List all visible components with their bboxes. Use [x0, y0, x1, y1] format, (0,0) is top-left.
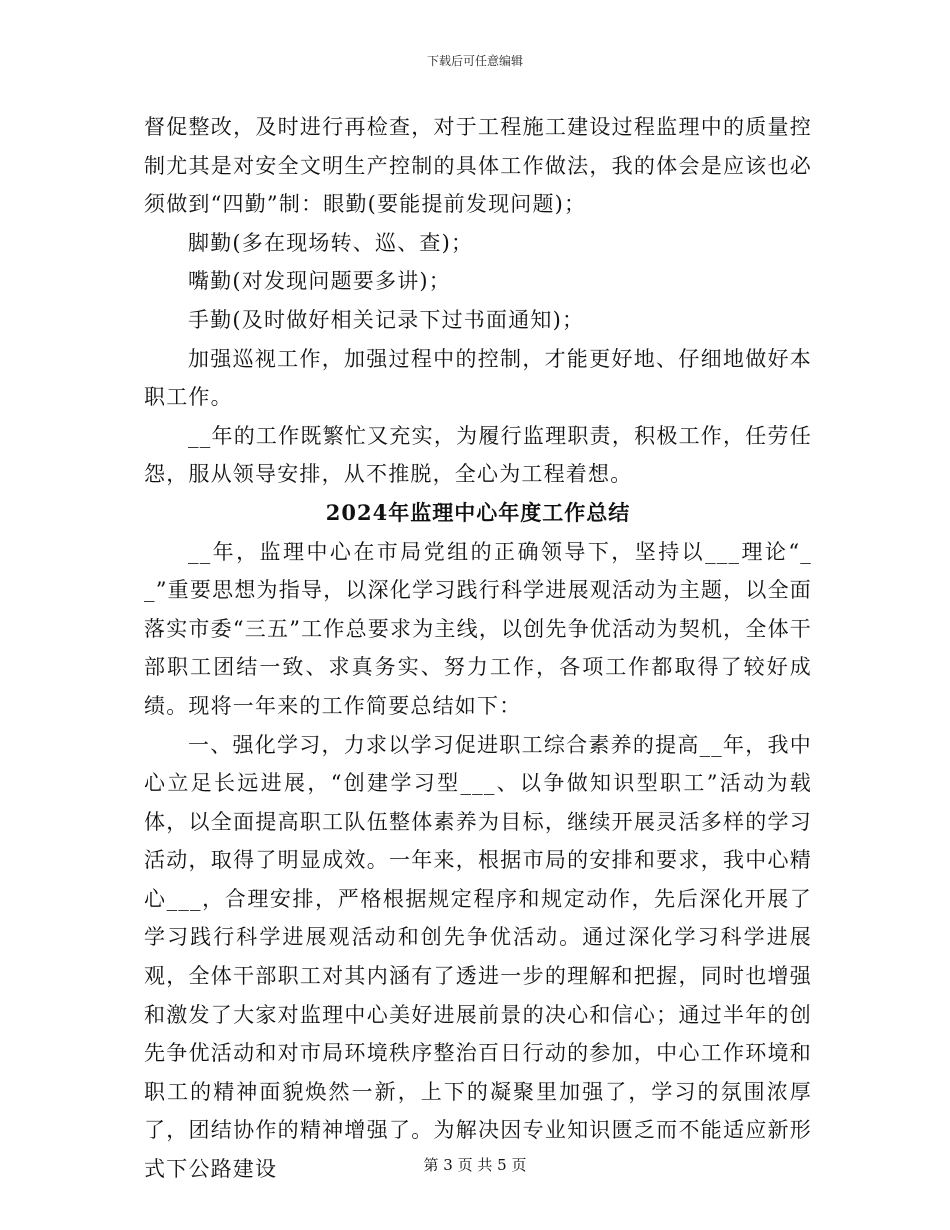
paragraph: 督促整改，及时进行再检查，对于工程施工建设过程监理中的质量控制尤其是对安全文明生产控制的具体工作做法，我的体会是应该也必须做到“四勤”制：眼勤(要能提前发现问题)； — [144, 115, 812, 217]
document-body — [144, 108, 812, 1189]
paragraph: 脚勤(多在现场转、巡、查)； — [188, 230, 474, 255]
paragraph: 嘴勤(对发现问题要多讲)； — [188, 269, 451, 294]
paragraph: 手勤(及时做好相关记录下过书面通知)； — [188, 307, 585, 332]
paragraph: 加强巡视工作，加强过程中的控制，才能更好地、仔细地做好本职工作。 — [144, 346, 812, 410]
paragraph: 一、强化学习，力求以学习促进职工综合素养的提高__年，我中心立足长远进展，“创建学习型___、以争做知识型职工”活动为载体，以全面提高职工队伍整体素养为目标，继续开展灵活多样的学习活动，取得了明显成效。一年来，根据市局的安排和要求，我中心精心___，合理安排，严格根据规定程序和规定动作，先后深化开展了学习践行科学进展观活动和创先争优活动。通过深化学习科学进展观，全体干部职工对其内涵有了透进一步的理解和把握，同时也增强和激发了大家对监理中心美好进展前景的决心和信心；通过半年的创先争优活动和对市局环境秩序整治百日行动的参加，中心工作环境和职工的精神面貌焕然一新，上下的凝聚里加强了，学习的氛围浓厚了，团结协作的精神增强了。为解决因专业知识匮乏而不能适应新形式下公路建设 — [144, 732, 812, 1182]
paragraph: __年的工作既繁忙又充实，为履行监理职责，积极工作，任劳任怨，服从领导安排，从不推脱，全心为工程着想。 — [144, 423, 812, 487]
page-number-footer: 第 3 页 共 5 页 — [423, 1156, 527, 1174]
section-title: 2024年监理中心年度工作总结 — [325, 499, 631, 525]
header-note: 下载后可任意编辑 — [426, 54, 523, 68]
paragraph: __年，监理中心在市局党组的正确领导下，坚持以___理论“__”重要思想为指导，以深化学习践行科学进展观活动为主题，以全面落实市委“三五”工作总要求为主线，以创先争优活动为契机，全体干部职工团结一致、求真务实、努力工作，各项工作都取得了较好成绩。现将一年来的工作简要总结如下： — [144, 539, 812, 718]
